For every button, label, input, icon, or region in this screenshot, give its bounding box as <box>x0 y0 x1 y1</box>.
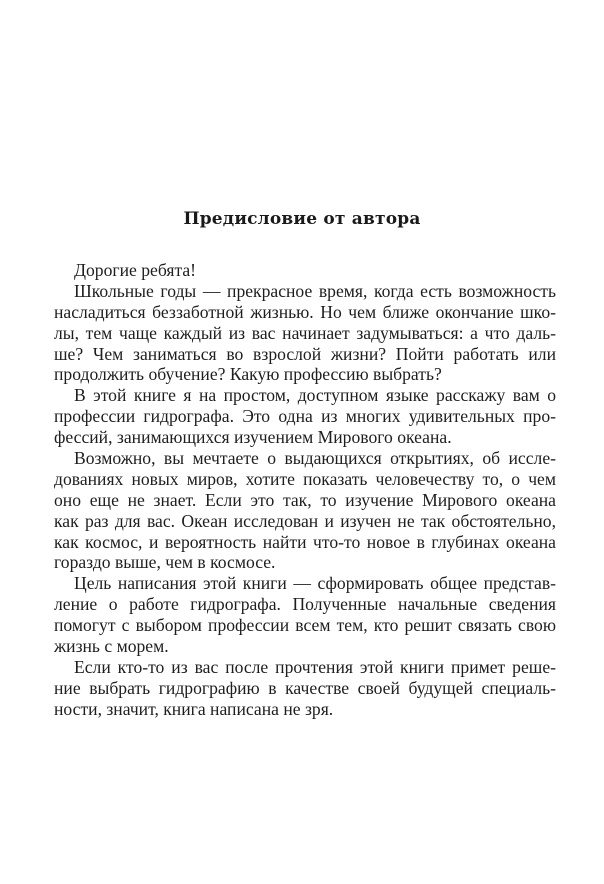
text-line: Цель написания этой книги — сформировать общее представ- <box>74 573 556 594</box>
text-line: лы, тем чаще каждый из вас начинает задумываться: а что даль- <box>54 322 556 343</box>
text-line: как космос, и вероятность найти что-то новое в глубинах океана <box>54 531 556 552</box>
text-line: Если кто-то из вас после прочтения этой книги примет реше- <box>74 656 556 677</box>
text-line: Школьные годы — прекрасное время, когда есть возможность <box>74 280 556 301</box>
text-line: продолжить обучение? Какую профессию выбрать? <box>54 364 442 385</box>
text-line: Возможно, вы мечтаете о выдающихся открытиях, об иссле- <box>74 448 556 469</box>
text-line: профессии гидрографа. Это одна из многих удивительных про- <box>54 406 556 427</box>
text-line: жизнь с морем. <box>54 636 169 657</box>
text-line: фессий, занимающихся изучением Мирового океана. <box>54 427 452 448</box>
preface-body <box>54 260 556 720</box>
text-line: Дорогие ребята! <box>74 260 197 280</box>
text-line: В этой книге я на простом, доступном языке расскажу вам о <box>74 385 556 406</box>
page-title: Предисловие от автора <box>183 209 421 229</box>
text-line: ление о работе гидрографа. Полученные начальные сведения <box>54 594 556 615</box>
text-line: ние выбрать гидрографию в качестве своей будущей специаль- <box>54 677 556 698</box>
text-line: помогут с выбором профессии всем тем, кто решит связать свою <box>54 615 556 636</box>
text-line: как раз для вас. Океан исследован и изучен не так обстоятельно, <box>54 510 556 531</box>
text-line: насладиться беззаботной жизнью. Но чем ближе окончание шко- <box>54 301 556 322</box>
text-line: ности, значит, книга написана не зря. <box>54 698 334 719</box>
text-line: ше? Чем заниматься во взрослой жизни? Пойти работать или <box>54 343 556 364</box>
text-line: дованиях новых миров, хотите показать человечеству то, о чем <box>54 468 556 489</box>
text-line: оно еще не знает. Если это так, то изучение Мирового океана <box>54 489 556 510</box>
text-line: гораздо выше, чем в космосе. <box>54 552 276 573</box>
